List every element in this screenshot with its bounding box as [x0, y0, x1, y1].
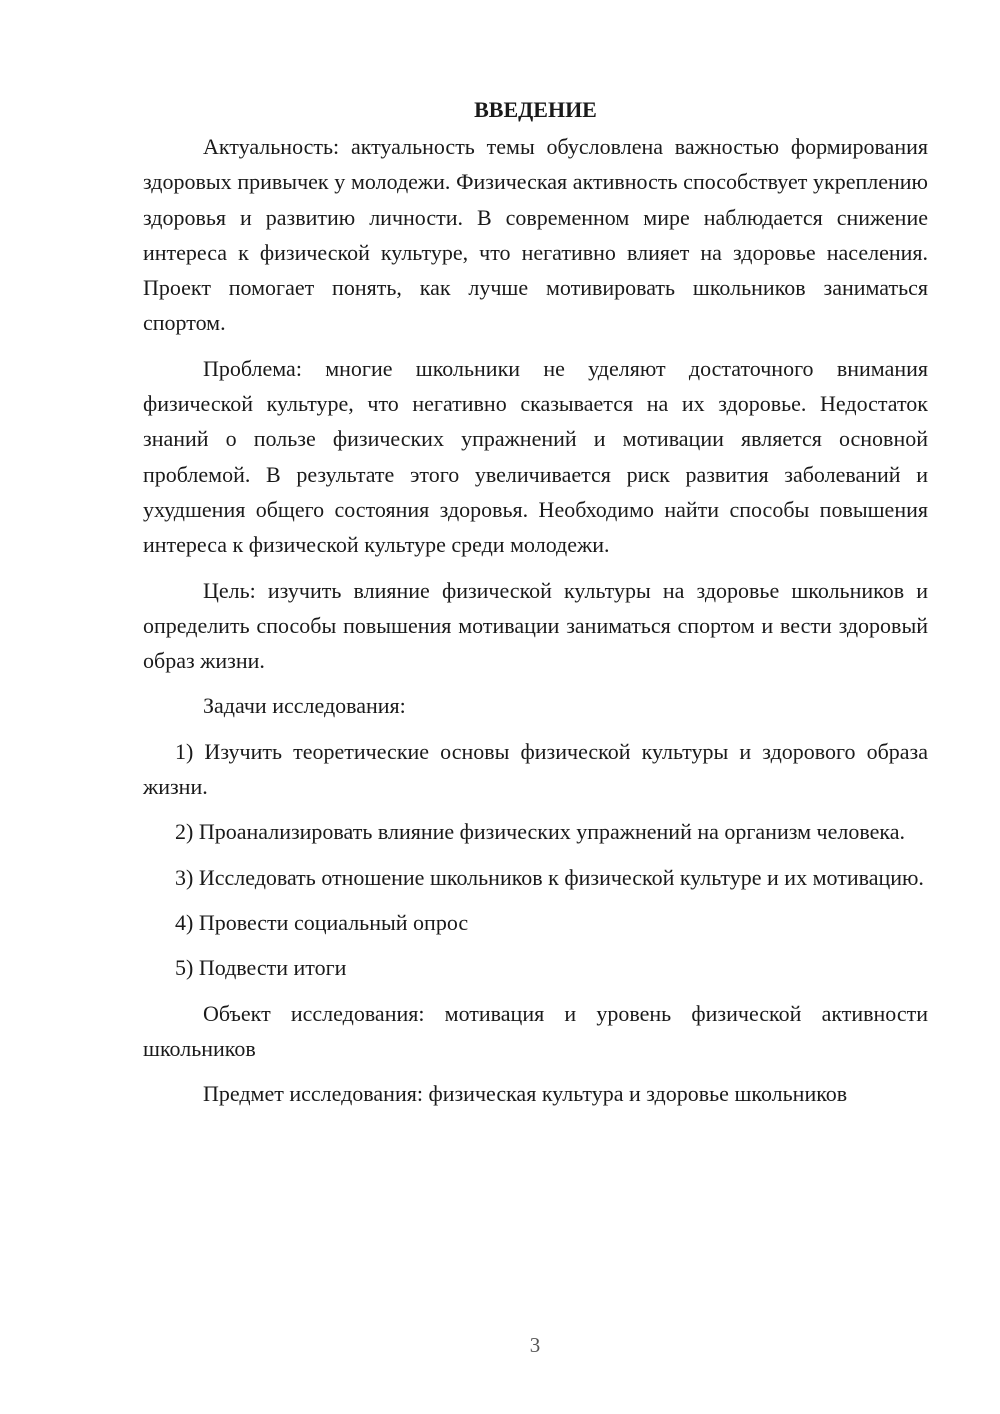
paragraph-goal: Цель: изучить влияние физической культуры на здоровье школьников и определить способы повышения мотивации заниматься спортом и вести здоровый образ жизни.: [143, 577, 928, 674]
page-number: 3: [529, 1333, 541, 1357]
tasks-heading: Задачи исследования:: [203, 693, 406, 719]
task-item-2: 2) Проанализировать влияние физических упражнений на организм человека.: [175, 819, 905, 845]
task-item-1: 1) Изучить теоретические основы физической культуры и здорового образа жизни.: [143, 738, 928, 800]
task-item-3: 3) Исследовать отношение школьников к физической культуре и их мотивацию.: [175, 864, 924, 890]
research-object: Объект исследования: мотивация и уровень физической активности школьников: [143, 1000, 928, 1061]
research-subject: Предмет исследования: физическая культура и здоровье школьников: [203, 1081, 848, 1107]
task-item-5: 5) Подвести итоги: [175, 955, 347, 981]
page-title: ВВЕДЕНИЕ: [474, 97, 597, 122]
task-item-4: 4) Провести социальный опрос: [175, 909, 469, 935]
paragraph-relevance: Актуальность: актуальность темы обусловлена важностью формирования здоровых привычек у молодежи. Физическая активность способствует укреплению здоровья и развитию личности. В современном мире наблюдается снижение интереса к физической культуре, что негативно влияет на здоровье населения. Проект помогает понять, как лучше мотивировать школьников заниматься спортом.: [143, 134, 928, 336]
paragraph-problem: Проблема: многие школьники не уделяют достаточного внимания физической культуре, что негативно сказывается на их здоровье. Недостаток знаний о пользе физических упражнений и мотивации является основной проблемой. В результате этого увеличивается риск развития заболеваний и ухудшения общего состояния здоровья. Необходимо найти способы повышения интереса к физической культуре среди молодежи.: [143, 355, 928, 558]
document-page: [143, 92, 928, 1121]
